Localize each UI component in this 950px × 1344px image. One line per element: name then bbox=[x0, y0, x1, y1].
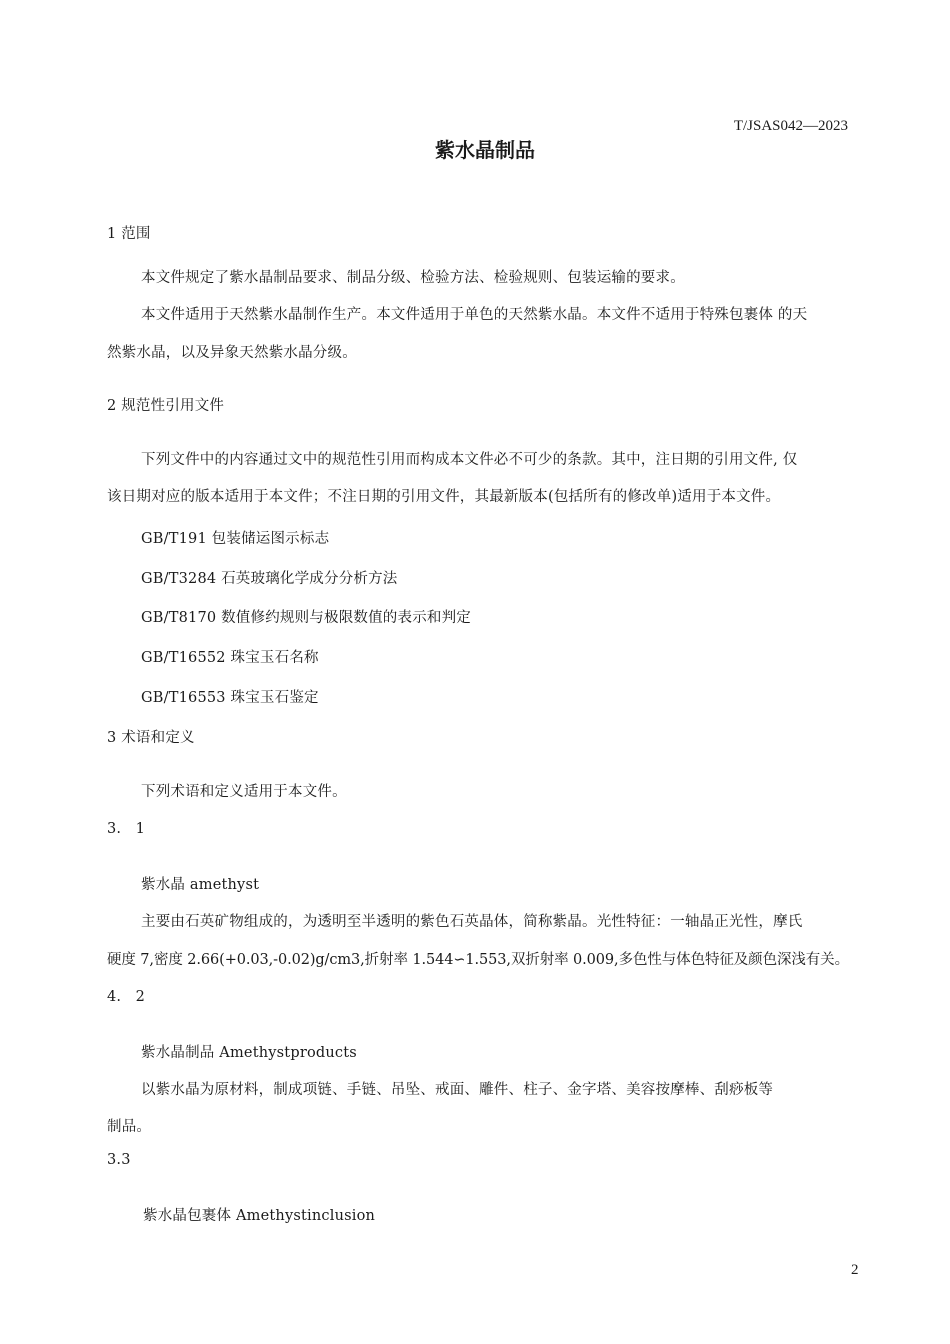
reference-item: GB/T16553 珠宝玉石鉴定 bbox=[141, 690, 319, 706]
section-1-paragraph-2-line-2: 然紫水晶，以及异象天然紫水晶分级。 bbox=[107, 345, 357, 361]
document-title: 紫水晶制品 bbox=[435, 138, 535, 162]
term-2-name: 紫水晶制品 Amethystproducts bbox=[141, 1045, 357, 1061]
section-1-heading: 1 范围 bbox=[107, 226, 151, 242]
term-1-definition-line-2: 硬度 7,密度 2.66(+0.03,-0.02)g/cm3,折射率 1.544∽1.553,双折射率 0.009,多色性与体色特征及颜色深浅有关。 bbox=[107, 952, 849, 968]
term-3-number: 3.3 bbox=[107, 1152, 131, 1168]
section-3-intro: 下列术语和定义适用于本文件。 bbox=[141, 784, 347, 800]
reference-item: GB/T8170 数值修约规则与极限数值的表示和判定 bbox=[141, 610, 472, 626]
section-1-paragraph-1: 本文件规定了紫水晶制品要求、制品分级、检验方法、检验规则、包装运输的要求。 bbox=[141, 270, 685, 286]
section-1-paragraph-2-line-1: 本文件适用于天然紫水晶制作生产。本文件适用于单色的天然紫水晶。本文件不适用于特殊包裹体 的天 bbox=[141, 307, 808, 323]
section-3-heading: 3 术语和定义 bbox=[107, 730, 195, 746]
term-1-name: 紫水晶 amethyst bbox=[141, 877, 260, 893]
page-number: 2 bbox=[851, 1262, 859, 1278]
term-3-name: 紫水晶包裹体 Amethystinclusion bbox=[143, 1208, 376, 1224]
term-1-number: 3. 1 bbox=[107, 821, 146, 837]
term-2-definition-line-2: 制品。 bbox=[107, 1119, 152, 1135]
term-2-definition-line-1: 以紫水晶为原材料，制成项链、手链、吊坠、戒面、雕件、柱子、金字塔、美容按摩棒、刮痧板等 bbox=[141, 1082, 774, 1098]
term-1-definition-line-1: 主要由石英矿物组成的，为透明至半透明的紫色石英晶体，简称紫晶。光性特征：一轴晶正光性，摩氏 bbox=[141, 914, 803, 930]
reference-item: GB/T16552 珠宝玉石名称 bbox=[141, 650, 319, 666]
term-2-number: 4. 2 bbox=[107, 989, 146, 1005]
section-2-paragraph-line-2: 该日期对应的版本适用于本文件；不注日期的引用文件，其最新版本(包括所有的修改单)适用于本文件。 bbox=[107, 489, 781, 505]
section-2-heading: 2 规范性引用文件 bbox=[107, 398, 225, 414]
reference-item: GB/T3284 石英玻璃化学成分分析方法 bbox=[141, 571, 398, 587]
reference-item: GB/T191 包装储运图示标志 bbox=[141, 531, 330, 547]
section-2-paragraph-line-1: 下列文件中的内容通过文中的规范性引用而构成本文件必不可少的条款。其中，注日期的引用文件, 仅 bbox=[141, 452, 798, 468]
standard-code: T/JSAS042—2023 bbox=[733, 118, 848, 134]
